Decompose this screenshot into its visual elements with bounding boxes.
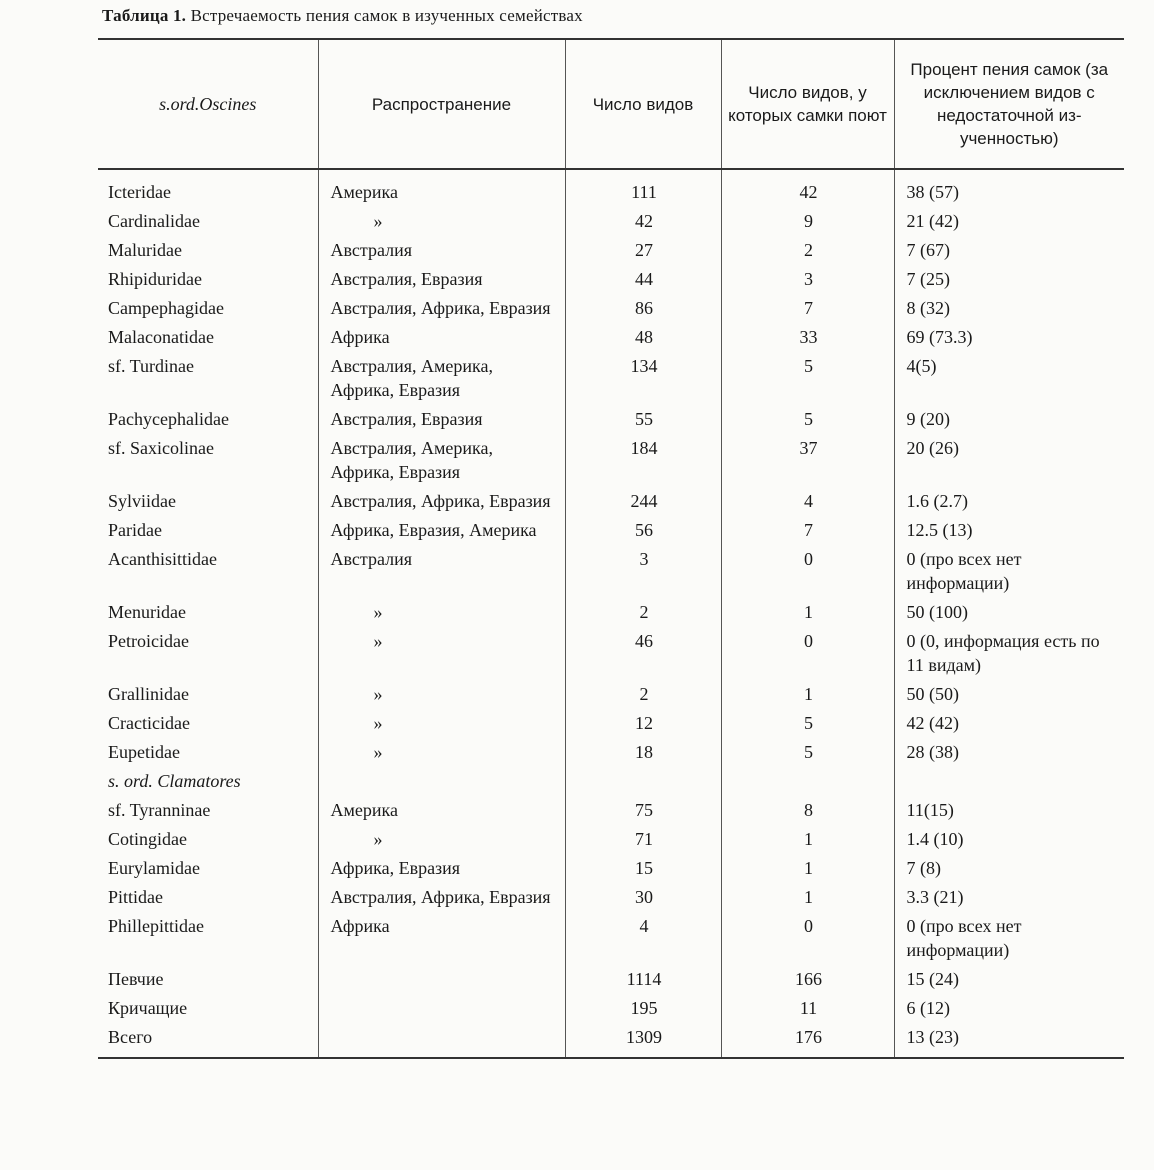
cell-percent: 6 (12) — [894, 993, 1124, 1022]
cell-family: Кричащие — [108, 998, 188, 1018]
header-distribution: Распространение — [318, 39, 565, 169]
cell-family: Pittidae — [108, 887, 163, 907]
cell-species-count: 42 — [565, 206, 721, 235]
cell-family: Cotingidae — [108, 829, 187, 849]
cell-percent: 20 (26) — [894, 433, 1124, 486]
cell-family: Певчие — [108, 969, 164, 989]
table-row — [98, 964, 1124, 993]
cell-species-count: 86 — [565, 293, 721, 322]
cell-singing-count: 0 — [721, 626, 894, 679]
cell-distribution: Африка, Евразия — [318, 853, 565, 882]
cell-family: Всего — [98, 1022, 318, 1058]
data-table — [98, 38, 1124, 1059]
cell-distribution: Австралия, Африка, Евразия — [318, 293, 565, 322]
cell-distribution: » — [318, 737, 565, 766]
cell-distribution: Австралия, Евразия — [318, 264, 565, 293]
cell-species-count: 46 — [565, 626, 721, 679]
cell-species-count: 12 — [565, 708, 721, 737]
table-row — [98, 708, 1124, 737]
cell-singing-count: 1 — [721, 679, 894, 708]
cell-singing-count: 176 — [721, 1022, 894, 1058]
cell-singing-count: 33 — [721, 322, 894, 351]
cell-singing-count — [721, 766, 894, 795]
cell-family: Icteridae — [108, 182, 171, 202]
cell-species-count: 244 — [565, 486, 721, 515]
cell-family: Grallinidae — [108, 684, 189, 704]
cell-singing-count: 1 — [721, 882, 894, 911]
table-row — [98, 993, 1124, 1022]
cell-percent: 3.3 (21) — [894, 882, 1124, 911]
table-row — [98, 737, 1124, 766]
cell-distribution: Америка — [318, 169, 565, 206]
cell-singing-count: 5 — [721, 351, 894, 404]
table-row — [98, 911, 1124, 964]
cell-species-count: 111 — [565, 169, 721, 206]
cell-percent: 7 (67) — [894, 235, 1124, 264]
table-row — [98, 433, 1124, 486]
cell-percent: 0 (0, информация есть по 11 видам) — [894, 626, 1124, 679]
cell-species-count: 27 — [565, 235, 721, 264]
cell-percent: 4(5) — [894, 351, 1124, 404]
cell-distribution — [318, 1022, 565, 1058]
cell-family: Cracticidae — [108, 713, 190, 733]
cell-singing-count: 7 — [721, 515, 894, 544]
cell-species-count: 4 — [565, 911, 721, 964]
header-family: s.ord.Oscines — [98, 39, 318, 169]
cell-distribution: Австралия — [318, 544, 565, 597]
cell-singing-count: 1 — [721, 853, 894, 882]
cell-singing-count: 2 — [721, 235, 894, 264]
table-row — [98, 1022, 1124, 1058]
cell-species-count: 1309 — [565, 1022, 721, 1058]
cell-percent: 21 (42) — [894, 206, 1124, 235]
cell-singing-count: 4 — [721, 486, 894, 515]
cell-family: s. ord. Clamatores — [108, 771, 241, 791]
cell-percent: 69 (73.3) — [894, 322, 1124, 351]
cell-percent: 28 (38) — [894, 737, 1124, 766]
cell-percent: 38 (57) — [894, 169, 1124, 206]
cell-percent: 12.5 (13) — [894, 515, 1124, 544]
cell-family: Maluridae — [108, 240, 182, 260]
cell-distribution: Австралия, Америка, Африка, Евразия — [318, 351, 565, 404]
table-row — [98, 795, 1124, 824]
table-body — [98, 169, 1124, 1058]
cell-family: sf. Turdinae — [108, 356, 195, 376]
header-singing-count: Число видов, у которых самки поют — [721, 39, 894, 169]
table-row — [98, 169, 1124, 206]
cell-family: Phillepittidae — [108, 916, 204, 936]
table-header — [98, 39, 1124, 169]
table-row — [98, 322, 1124, 351]
table-row — [98, 486, 1124, 515]
caption-label: Таблица 1. — [102, 6, 187, 25]
cell-singing-count: 42 — [721, 169, 894, 206]
cell-family: Menuridae — [108, 602, 186, 622]
cell-singing-count: 3 — [721, 264, 894, 293]
cell-family: Pachycephalidae — [108, 409, 229, 429]
cell-species-count: 44 — [565, 264, 721, 293]
cell-percent: 0 (про всех нет информации) — [894, 544, 1124, 597]
cell-family: Paridae — [108, 520, 162, 540]
cell-species-count: 71 — [565, 824, 721, 853]
cell-percent: 13 (23) — [894, 1022, 1124, 1058]
cell-species-count: 2 — [565, 679, 721, 708]
cell-percent: 9 (20) — [894, 404, 1124, 433]
cell-species-count — [565, 766, 721, 795]
cell-percent: 42 (42) — [894, 708, 1124, 737]
table-row — [98, 597, 1124, 626]
cell-singing-count: 37 — [721, 433, 894, 486]
cell-species-count: 55 — [565, 404, 721, 433]
table-row — [98, 404, 1124, 433]
cell-distribution: Америка — [318, 795, 565, 824]
cell-family: Rhipiduridae — [108, 269, 202, 289]
cell-singing-count: 1 — [721, 824, 894, 853]
caption-text: Встречаемость пения самок в изученных семействах — [190, 6, 583, 25]
cell-species-count: 184 — [565, 433, 721, 486]
cell-distribution: » — [318, 679, 565, 708]
table-row — [98, 206, 1124, 235]
cell-singing-count: 5 — [721, 737, 894, 766]
cell-distribution: Африка — [318, 322, 565, 351]
cell-species-count: 75 — [565, 795, 721, 824]
cell-family: Campephagidae — [108, 298, 224, 318]
cell-percent: 0 (про всех нет информации) — [894, 911, 1124, 964]
cell-distribution: Австралия — [318, 235, 565, 264]
cell-species-count: 195 — [565, 993, 721, 1022]
cell-percent: 8 (32) — [894, 293, 1124, 322]
cell-species-count: 18 — [565, 737, 721, 766]
cell-percent: 1.6 (2.7) — [894, 486, 1124, 515]
cell-distribution: » — [318, 597, 565, 626]
cell-percent: 50 (50) — [894, 679, 1124, 708]
cell-singing-count: 5 — [721, 708, 894, 737]
cell-family: Eupetidae — [108, 742, 180, 762]
cell-family: Acanthisittidae — [108, 549, 217, 569]
cell-singing-count: 0 — [721, 911, 894, 964]
cell-family: Eurylamidae — [108, 858, 200, 878]
table-row — [98, 824, 1124, 853]
cell-percent: 15 (24) — [894, 964, 1124, 993]
cell-species-count: 15 — [565, 853, 721, 882]
cell-distribution: Африка — [318, 911, 565, 964]
cell-family: sf. Tyranninae — [108, 800, 211, 820]
cell-distribution: » — [318, 206, 565, 235]
table-row — [98, 626, 1124, 679]
cell-family: Petroicidae — [108, 631, 189, 651]
cell-distribution — [318, 964, 565, 993]
cell-species-count: 2 — [565, 597, 721, 626]
cell-singing-count: 9 — [721, 206, 894, 235]
cell-distribution — [318, 766, 565, 795]
cell-distribution: Австралия, Евразия — [318, 404, 565, 433]
cell-distribution: Австралия, Африка, Евразия — [318, 882, 565, 911]
cell-species-count: 48 — [565, 322, 721, 351]
cell-percent: 1.4 (10) — [894, 824, 1124, 853]
cell-singing-count: 0 — [721, 544, 894, 597]
cell-family: Malaconatidae — [108, 327, 214, 347]
table-row — [98, 351, 1124, 404]
table-row — [98, 853, 1124, 882]
cell-family: sf. Saxicolinae — [108, 438, 214, 458]
table-caption — [102, 6, 583, 26]
cell-distribution: » — [318, 824, 565, 853]
cell-singing-count: 8 — [721, 795, 894, 824]
table-row — [98, 766, 1124, 795]
table-row — [98, 544, 1124, 597]
cell-percent: 7 (25) — [894, 264, 1124, 293]
cell-singing-count: 1 — [721, 597, 894, 626]
cell-distribution: » — [318, 626, 565, 679]
table-row — [98, 679, 1124, 708]
cell-distribution: Австралия, Америка, Африка, Евразия — [318, 433, 565, 486]
cell-distribution — [318, 993, 565, 1022]
header-percent: Процент пения самок (за исключением видов с недостаточной из-ученностью) — [894, 39, 1124, 169]
table-row — [98, 515, 1124, 544]
cell-family: Cardinalidae — [108, 211, 200, 231]
cell-percent: 7 (8) — [894, 853, 1124, 882]
header-species-count: Число видов — [565, 39, 721, 169]
cell-distribution: Австралия, Африка, Евразия — [318, 486, 565, 515]
cell-singing-count: 166 — [721, 964, 894, 993]
table-row — [98, 264, 1124, 293]
table-row — [98, 293, 1124, 322]
cell-species-count: 30 — [565, 882, 721, 911]
cell-species-count: 1114 — [565, 964, 721, 993]
cell-singing-count: 7 — [721, 293, 894, 322]
cell-singing-count: 11 — [721, 993, 894, 1022]
header-row — [98, 39, 1124, 169]
cell-percent: 50 (100) — [894, 597, 1124, 626]
cell-distribution: Африка, Евразия, Америка — [318, 515, 565, 544]
cell-distribution: » — [318, 708, 565, 737]
cell-percent — [894, 766, 1124, 795]
cell-singing-count: 5 — [721, 404, 894, 433]
cell-species-count: 3 — [565, 544, 721, 597]
cell-species-count: 134 — [565, 351, 721, 404]
cell-family: Sylviidae — [108, 491, 176, 511]
cell-species-count: 56 — [565, 515, 721, 544]
table-row — [98, 882, 1124, 911]
cell-percent: 11(15) — [894, 795, 1124, 824]
table-row — [98, 235, 1124, 264]
